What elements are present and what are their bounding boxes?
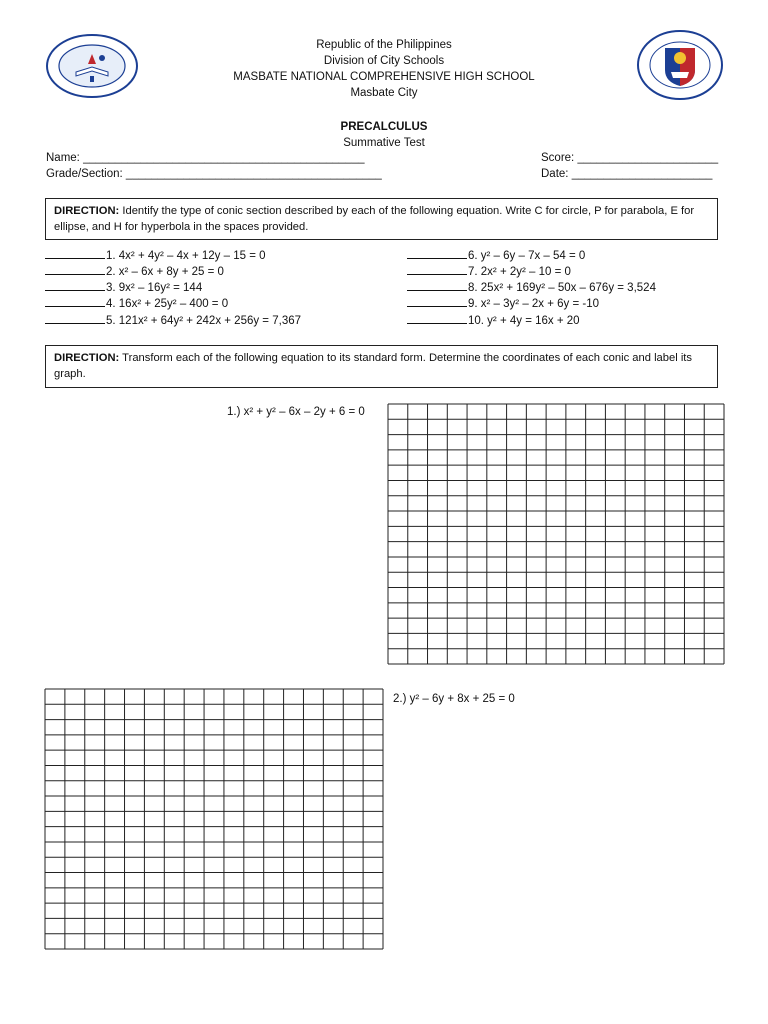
- item-9-text: 9. x² – 3y² – 2x + 6y = -10: [468, 298, 600, 310]
- score-label: Score:: [541, 152, 575, 164]
- grade-field[interactable]: ________________________________________: [125, 168, 382, 180]
- header-line-4: Masbate City: [350, 87, 418, 99]
- problem-2: 2.) y² – 6y + 8x + 25 = 0: [393, 693, 515, 705]
- direction-2-text: Transform each of the following equation to its standard form. Determine the coordinates of each conic and label its graph.: [54, 352, 693, 380]
- problem-1: 1.) x² + y² – 6x – 2y + 6 = 0: [227, 406, 365, 418]
- date-field[interactable]: ______________________: [571, 168, 713, 180]
- item-5-text: 5. 121x² + 64y² + 242x + 256y = 7,367: [106, 315, 302, 327]
- score-field[interactable]: ______________________: [577, 152, 719, 164]
- direction-2-label: DIRECTION:: [54, 352, 120, 364]
- score-row: [541, 152, 718, 164]
- item-1[interactable]: [45, 248, 266, 262]
- direction-1-label: DIRECTION:: [54, 205, 120, 217]
- item-9[interactable]: [407, 296, 599, 310]
- item-10-text: 10. y² + 4y = 16x + 20: [468, 315, 580, 327]
- header-line-2: Division of City Schools: [323, 55, 445, 67]
- item-1-text: 1. 4x² + 4y² – 4x + 12y – 15 = 0: [106, 250, 266, 262]
- item-6-text: 6. y² – 6y – 7x – 54 = 0: [468, 250, 586, 262]
- item-5[interactable]: [45, 313, 301, 327]
- subject-title: PRECALCULUS: [340, 121, 428, 133]
- item-8[interactable]: [407, 280, 656, 294]
- item-7-text: 7. 2x² + 2y² – 10 = 0: [468, 266, 571, 278]
- direction-box-1: [45, 198, 718, 240]
- direction-box-2: [45, 345, 718, 388]
- date-label: Date:: [541, 168, 569, 180]
- grade-label: Grade/Section:: [46, 168, 123, 180]
- direction-1-text: Identify the type of conic section described by each of the following equation. Write C for circle, P for parabola, E for ellipse, and H for hyperbola in the spaces provided.: [54, 205, 695, 233]
- name-field[interactable]: ____________________________________________: [83, 152, 365, 164]
- header-line-3: MASBATE NATIONAL COMPREHENSIVE HIGH SCHOOL: [233, 71, 535, 83]
- test-title: Summative Test: [343, 137, 425, 149]
- item-3[interactable]: [45, 280, 202, 294]
- grade-row: [46, 168, 382, 180]
- name-label: Name:: [46, 152, 80, 164]
- item-4-text: 4. 16x² + 25y² – 400 = 0: [106, 298, 229, 310]
- date-row: [541, 168, 712, 180]
- item-2-text: 2. x² – 6x + 8y + 25 = 0: [106, 266, 224, 278]
- graph-grid-2[interactable]: [44, 688, 384, 950]
- item-8-text: 8. 25x² + 169y² – 50x – 676y = 3,524: [468, 282, 656, 294]
- name-row: [46, 152, 365, 164]
- graph-grid-1[interactable]: [387, 403, 725, 665]
- item-4[interactable]: [45, 296, 228, 310]
- item-7[interactable]: [407, 264, 571, 278]
- item-10[interactable]: [407, 313, 580, 327]
- item-3-text: 3. 9x² – 16y² = 144: [106, 282, 203, 294]
- item-2[interactable]: [45, 264, 224, 278]
- header-line-1: Republic of the Philippines: [316, 39, 452, 51]
- item-6[interactable]: [407, 248, 585, 262]
